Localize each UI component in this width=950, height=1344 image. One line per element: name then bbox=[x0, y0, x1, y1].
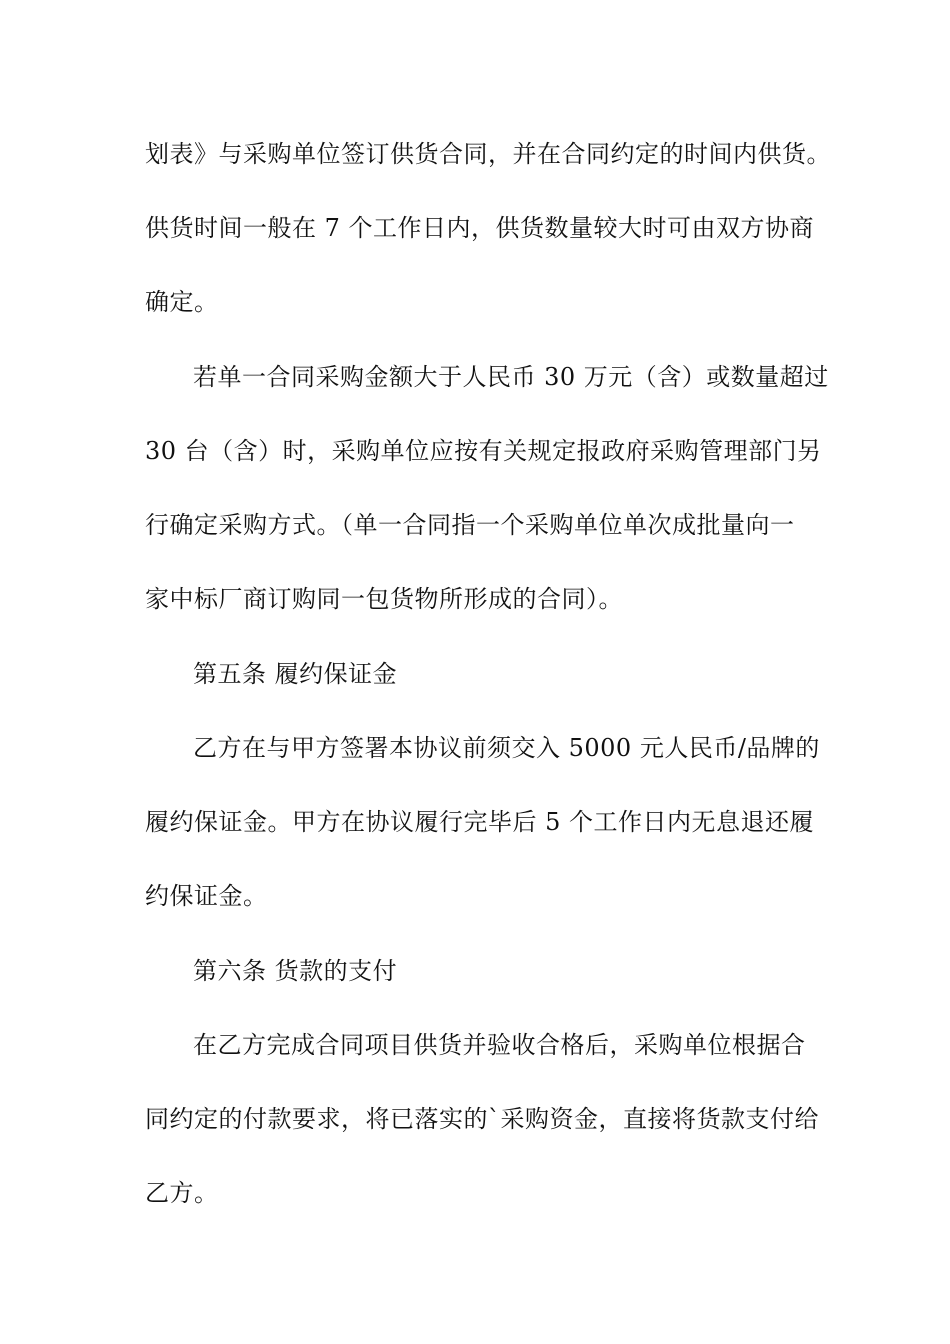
body-text-line: 乙方在与甲方签署本协议前须交入 5000 元人民币/品牌的 bbox=[193, 734, 820, 762]
body-text-line: 在乙方完成合同项目供货并验收合格后，采购单位根据合 bbox=[193, 1031, 806, 1059]
body-text-line: 家中标厂商订购同一包货物所形成的合同）。 bbox=[145, 585, 623, 613]
body-text-line: 行确定采购方式。（单一合同指一个采购单位单次成批量向一 bbox=[145, 511, 795, 539]
body-text-line: 约保证金。 bbox=[145, 882, 268, 910]
body-text-line: 30 台（含）时，采购单位应按有关规定报政府采购管理部门另 bbox=[145, 437, 822, 465]
body-text-line: 划表》与采购单位签订供货合同，并在合同约定的时间内供货。 bbox=[145, 140, 831, 168]
body-text-line: 同约定的付款要求，将已落实的`采购资金，直接将货款支付给 bbox=[145, 1105, 819, 1133]
section-heading-article-5: 第五条 履约保证金 bbox=[193, 660, 398, 688]
section-heading-article-6: 第六条 货款的支付 bbox=[193, 957, 398, 985]
body-text-line: 履约保证金。甲方在协议履行完毕后 5 个工作日内无息退还履 bbox=[145, 808, 815, 836]
body-text-line: 确定。 bbox=[145, 288, 219, 316]
body-text-line: 供货时间一般在 7 个工作日内，供货数量较大时可由双方协商 bbox=[145, 214, 815, 242]
body-text-line: 若单一合同采购金额大于人民币 30 万元（含）或数量超过 bbox=[193, 363, 829, 391]
body-text-line: 乙方。 bbox=[145, 1179, 219, 1207]
